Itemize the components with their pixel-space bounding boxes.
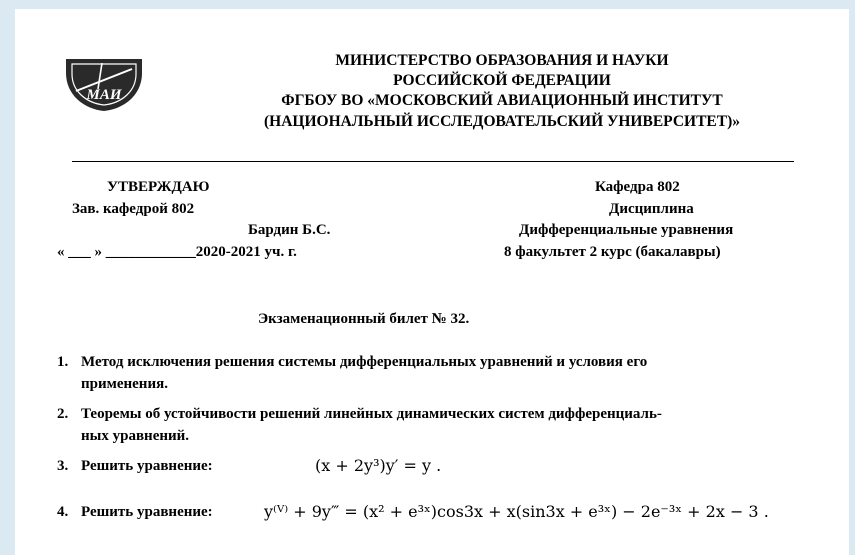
exam-ticket-page [15,9,849,555]
header-line-3: ФГБОУ ВО «МОСКОВСКИЙ АВИАЦИОННЫЙ ИНСТИТУТ [281,92,723,109]
ticket-title: Экзаменационный билет № 32. [258,311,470,327]
question-1-line-2: применения. [81,376,168,392]
question-1-number: 1. [57,354,69,370]
approval-position: Зав. кафедрой 802 [72,201,195,217]
approval-title: УТВЕРЖДАЮ [107,179,210,195]
question-3-label: Решить уравнение: [81,458,213,474]
header-line-1: МИНИСТЕРСТВО ОБРАЗОВАНИЯ И НАУКИ [335,52,669,69]
course-department: Кафедра 802 [595,179,680,195]
course-discipline-label: Дисциплина [609,201,694,217]
course-discipline: Дифференциальные уравнения [519,222,734,238]
question-4-label: Решить уравнение: [81,504,213,520]
header-line-2: РОССИЙСКОЙ ФЕДЕРАЦИИ [393,72,611,89]
question-2-number: 2. [57,406,69,422]
approval-date-line: « ___ » ____________2020-2021 уч. г. [57,244,297,260]
question-4-equation: y⁽ⱽ⁾ + 9y‴ = (x² + e³ˣ)cos3x + x(sin3x + e³ˣ) − 2e⁻³ˣ + 2x − 3 . [264,502,769,521]
question-3-equation: (x + 2y³)y′ = y . [315,456,442,475]
question-2-line-2: ных уравнений. [81,428,190,444]
header-line-4: (НАЦИОНАЛЬНЫЙ ИССЛЕДОВАТЕЛЬСКИЙ УНИВЕРСИТЕТ)» [264,113,740,130]
question-3-number: 3. [57,458,69,474]
logo-text: МАИ [86,87,122,103]
mai-logo [62,51,146,113]
question-1-line-1: Метод исключения решения системы дифференциальных уравнений и условия его [81,354,648,370]
approval-name: Бардин Б.С. [248,222,331,238]
question-4-number: 4. [57,504,69,520]
question-2-line-1: Теоремы об устойчивости решений линейных динамических систем дифференциаль- [81,406,662,422]
course-faculty: 8 факультет 2 курс (бакалавры) [504,244,721,260]
header-divider [72,161,794,162]
